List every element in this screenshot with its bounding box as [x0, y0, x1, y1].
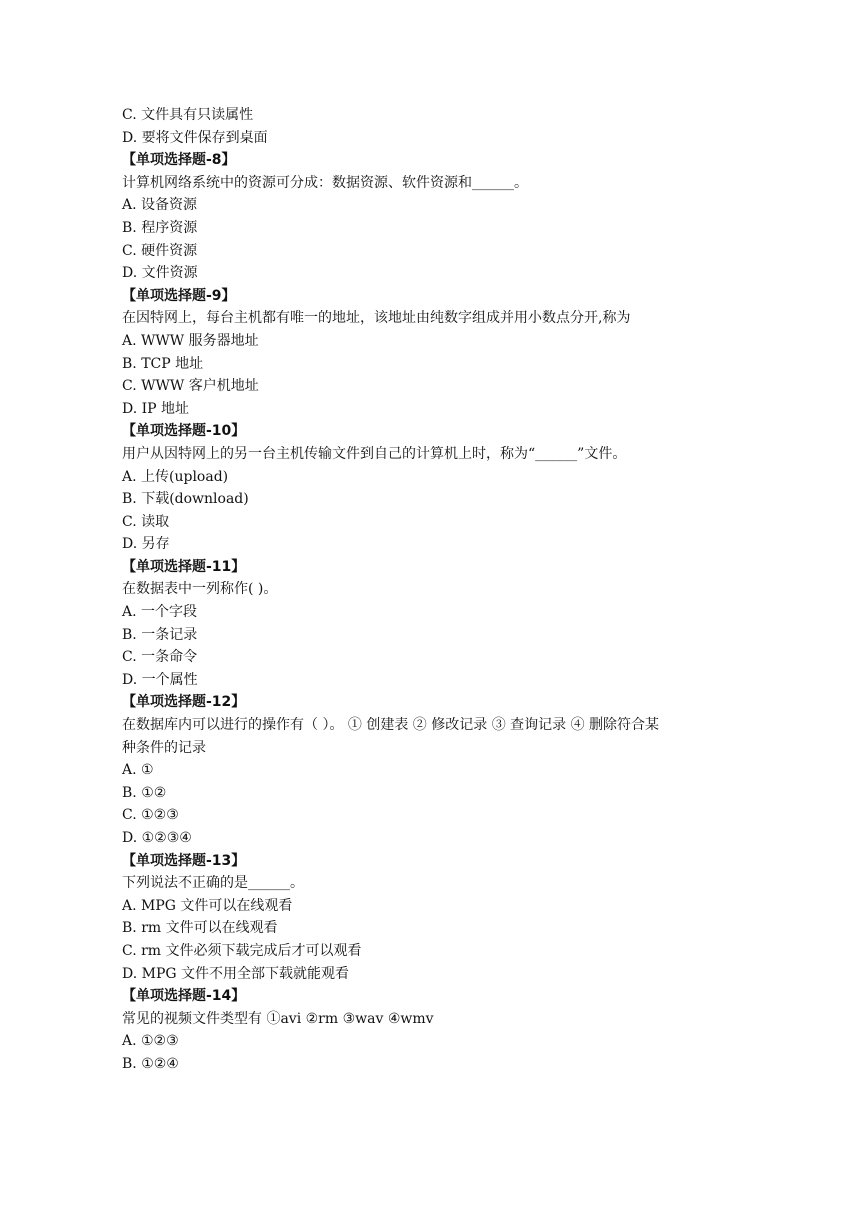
question-text: 常见的视频文件类型有 ①avi ②rm ③wav ④wmv: [122, 1010, 434, 1027]
answer-option: B. rm 文件可以在线观看: [122, 920, 278, 937]
answer-option: B. 下载(download): [122, 491, 249, 508]
question-text: 下列说法不正确的是______。: [122, 875, 304, 892]
question-text: 在因特网上，每台主机都有唯一的地址，该地址由纯数字组成并用小数点分开,称为: [122, 310, 631, 327]
question-text: 在数据表中一列称作( )。: [122, 581, 278, 598]
answer-option: A. 上传(upload): [122, 468, 229, 485]
question-heading: 【单项选择题-14】: [122, 988, 246, 1005]
answer-option: A. MPG 文件可以在线观看: [122, 897, 293, 914]
answer-option: A. WWW 服务器地址: [122, 332, 259, 349]
answer-option: A. ①: [122, 762, 154, 779]
answer-option: A. 一个字段: [122, 604, 198, 621]
answer-option: D. 要将文件保存到桌面: [122, 129, 268, 146]
question-text: 计算机网络系统中的资源可分成：数据资源、软件资源和______。: [122, 174, 528, 191]
answer-option: D. IP 地址: [122, 400, 190, 417]
answer-option: A. 设备资源: [122, 197, 198, 214]
answer-option: C. 文件具有只读属性: [122, 107, 254, 123]
answer-option: B. TCP 地址: [122, 355, 204, 372]
answer-option: C. 一条命令: [122, 649, 198, 666]
question-heading: 【单项选择题-11】: [122, 558, 246, 575]
question-text: 种条件的记录: [122, 739, 206, 756]
answer-option: B. 一条记录: [122, 626, 198, 643]
answer-option: A. ①②③: [122, 1033, 179, 1050]
answer-option: C. 读取: [122, 513, 170, 530]
question-heading: 【单项选择题-9】: [122, 287, 236, 304]
question-heading: 【单项选择题-8】: [122, 152, 236, 169]
question-heading: 【单项选择题-12】: [122, 694, 246, 711]
question-heading: 【单项选择题-10】: [122, 423, 246, 440]
answer-option: D. 一个属性: [122, 671, 198, 688]
document-page: [122, 104, 762, 1076]
question-text: 在数据库内可以进行的操作有（ ）。 ① 创建表 ② 修改记录 ③ 查询记录 ④ 删除符合某: [122, 717, 660, 734]
question-text: 用户从因特网上的另一台主机传输文件到自己的计算机上时，称为“______”文件。: [122, 445, 627, 462]
answer-option: D. MPG 文件不用全部下载就能观看: [122, 965, 350, 982]
answer-option: D. 另存: [122, 536, 170, 553]
answer-option: D. 文件资源: [122, 265, 198, 282]
answer-option: C. 硬件资源: [122, 242, 198, 259]
answer-option: D. ①②③④: [122, 830, 192, 846]
answer-option: C. ①②③: [122, 807, 179, 824]
question-heading: 【单项选择题-13】: [122, 852, 246, 869]
answer-option: B. ①②: [122, 784, 167, 801]
answer-option: B. 程序资源: [122, 219, 198, 236]
answer-option: C. rm 文件必须下载完成后才可以观看: [122, 942, 362, 959]
answer-option: B. ①②④: [122, 1055, 179, 1072]
answer-option: C. WWW 客户机地址: [122, 378, 259, 395]
